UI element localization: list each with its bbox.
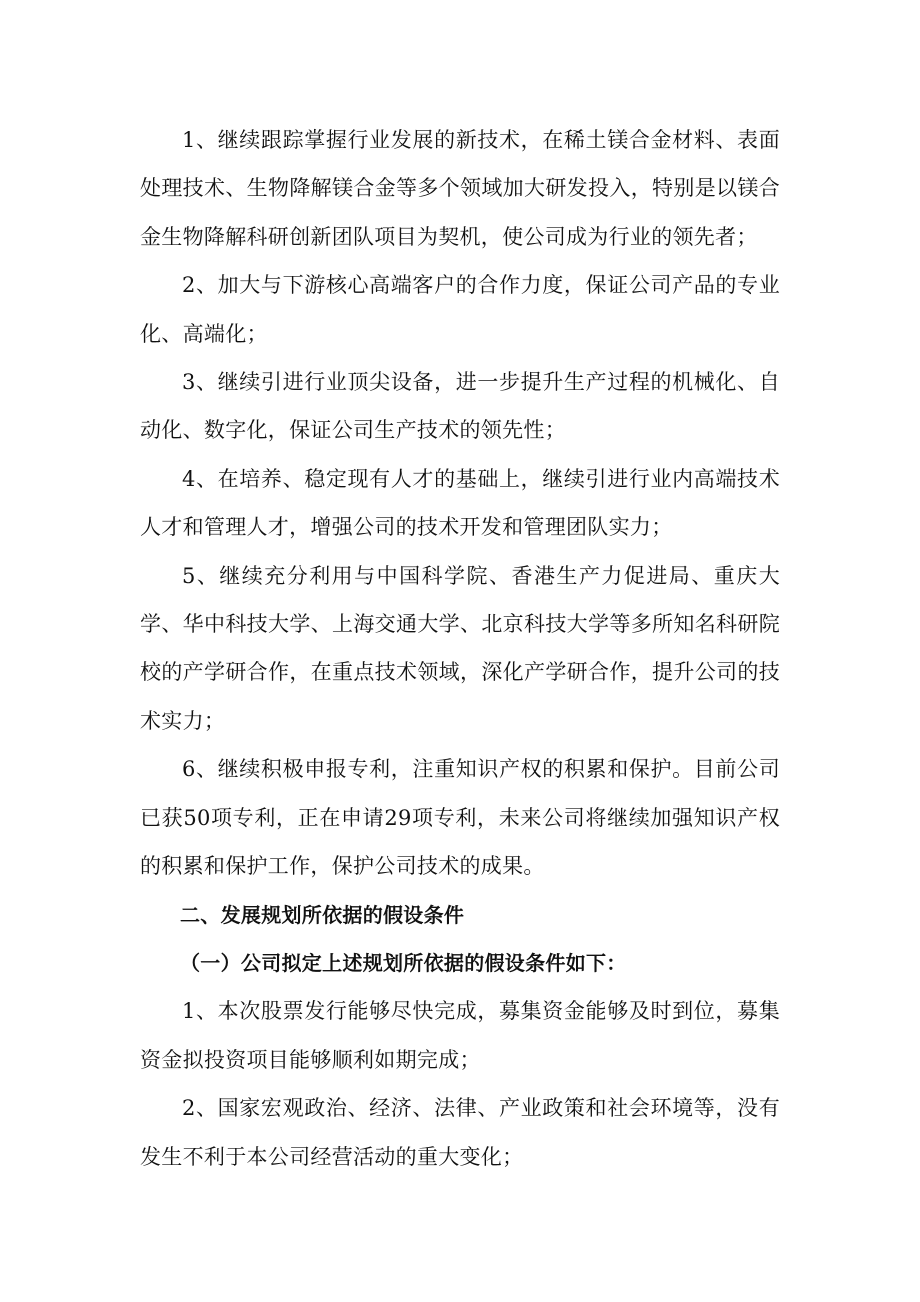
paragraph-stock-issuance: 1、本次股票发行能够尽快完成，募集资金能够及时到位，募集资金拟投资项目能够顺利如期完成； [140,999,780,1072]
paragraph-talent: 4、在培养、稳定现有人才的基础上，继续引进行业内高端技术人才和管理人才，增强公司的技术开发和管理团队实力； [140,466,780,540]
paragraph-customer-cooperation: 2、加大与下游核心高端客户的合作力度，保证公司产品的专业化、高端化； [140,273,780,346]
paragraph-patents: 6、继续积极申报专利，注重知识产权的积累和保护。目前公司已获50项专利，正在申请29项专利，未来公司将继续加强知识产权的积累和保护工作，保护公司技术的成果。 [140,757,780,879]
section-heading: 二、发展规划所依据的假设条件 [180,902,465,927]
paragraph-equipment: 3、继续引进行业顶尖设备，进一步提升生产过程的机械化、自动化、数字化，保证公司生产技术的领先性； [140,370,780,443]
paragraph-research-cooperation: 5、继续充分利用与中国科学院、香港生产力促进局、重庆大学、华中科技大学、上海交通大学、北京科技大学等多所知名科研院校的产学研合作，在重点技术领域，深化产学研合作，提升公司的技术实力； [140,563,780,733]
subsection-heading: （一）公司拟定上述规划所依据的假设条件如下： [180,950,627,975]
paragraph-tech-tracking: 1、继续跟踪掌握行业发展的新技术，在稀土镁合金材料、表面处理技术、生物降解镁合金等多个领域加大研发投入，特别是以镁合金生物降解科研创新团队项目为契机，使公司成为行业的领先者； [140,128,780,249]
paragraph-macro-environment: 2、国家宏观政治、经济、法律、产业政策和社会环境等，没有发生不利于本公司经营活动的重大变化； [140,1096,780,1169]
document-body [140,116,780,1181]
